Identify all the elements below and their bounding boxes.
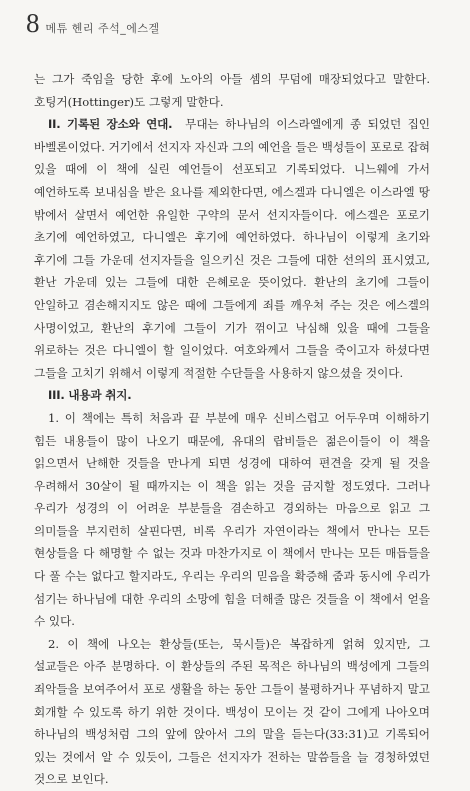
paragraph-continuation: 는 그가 죽임을 당한 후에 노아의 아들 셈의 무덤에 매장되었다고 말한다. 호팅거(Hottinger)도 그렇게 말한다. xyxy=(34,72,430,109)
paragraph-text: 무대는 하나님의 이스라엘에게 종 되었던 집인 바벨론이었다. 거기에서 선지자 자신과 그의 예언을 들은 백성들이 포로로 잡혀 있을 때에 이 책에 실린 예언들이 선포되고 기록되었다. 니느웨에 가서 예언하도록 보내심을 받은 요나를 제외한다면, 에스겔과 다니엘은 이스라엘 땅 밖에서 살면서 예언한 유일한 구약의 문서 선지자들이다. 에스겔은 포로기 초기에 예언하였고, 다니엘은 후기에 예언하였다. 하나님이 이렇게 초기와 후기에 그들 가운데 선지자들을 일으키신 것은 그들에 대한 선의의 표시였고, 환난 가운데 있는 그들에 대한 은혜로운 뜻이었다. 환난의 초기에 그들이 안일하고 겸손해지지도 않은 때에 그들에게 죄를 깨우쳐 주는 것은 에스겔의 사명이었고, 환난의 후기에 그들이 기가 꺾이고 낙심해 있을 때에 그들을 위로하는 것은 다니엘이 할 일이었다. 여호와께서 그들을 죽이고자 하셨다면 그들을 고치기 위해서 이렇게 적절한 수단들을 사용하지 않으셨을 것이다. xyxy=(34,117,430,380)
page-number: 8 xyxy=(26,8,40,38)
page-header xyxy=(26,8,160,38)
body-text xyxy=(34,68,430,791)
section-heading-content: III. 내용과 취지. xyxy=(48,388,132,403)
running-title: 메튜 헨리 주석_에스겔 xyxy=(45,22,160,35)
section-heading-place-date: II. 기록된 장소와 연대. xyxy=(48,117,173,132)
paragraph-point-2: 2. 이 책에 나오는 환상들(또는, 묵시들)은 복잡하게 얽혀 있지만, 그 설교들은 아주 분명하다. 이 환상들의 주된 목적은 하나님의 백성에게 그들의 죄악들을 보여주어서 포로 생활을 하는 동안 그들이 불평하거나 푸념하지 말고 회개할 수 있도록 하기 위한 것이다. 백성이 모이는 것 같이 그에게 나아오며 하나님의 백성처럼 그의 앞에 앉아서 그의 말을 듣는다(33:31)고 기록되어 있는 것에서 알 수 있듯이, 그들은 선지자가 전하는 말씀들을 늘 경청하였던 것으로 보인다. xyxy=(34,636,430,787)
paragraph-place-and-date xyxy=(34,113,430,384)
paragraph-point-1: 1. 이 책에는 특히 처음과 끝 부분에 매우 신비스럽고 어두우며 이해하기 힘든 내용들이 많이 나오기 때문에, 유대의 랍비들은 젊은이들이 이 책을 읽으면서 난해한 것들을 만나게 되면 성경에 대하여 편견을 갖게 될 것을 우려해서 30살이 될 때까지는 이 책을 읽는 것을 금지할 정도였다. 그러나 우리가 성경의 이 어려운 부분들을 겸손하고 경외하는 마음으로 읽고 그 의미들을 부지런히 살핀다면, 비록 우리가 자연이라는 책에서 만나는 모든 현상들을 다 해명할 수 없는 것과 마찬가지로 이 책에서 만나는 모든 매듭들을 다 풀 수는 없다고 할지라도, 우리는 우리의 믿음을 확증해 줌과 동시에 우리가 섬기는 하나님에 대한 우리의 소망에 힘을 더해줄 많은 것들을 이 책에서 얻을 수 있다. xyxy=(34,410,430,629)
